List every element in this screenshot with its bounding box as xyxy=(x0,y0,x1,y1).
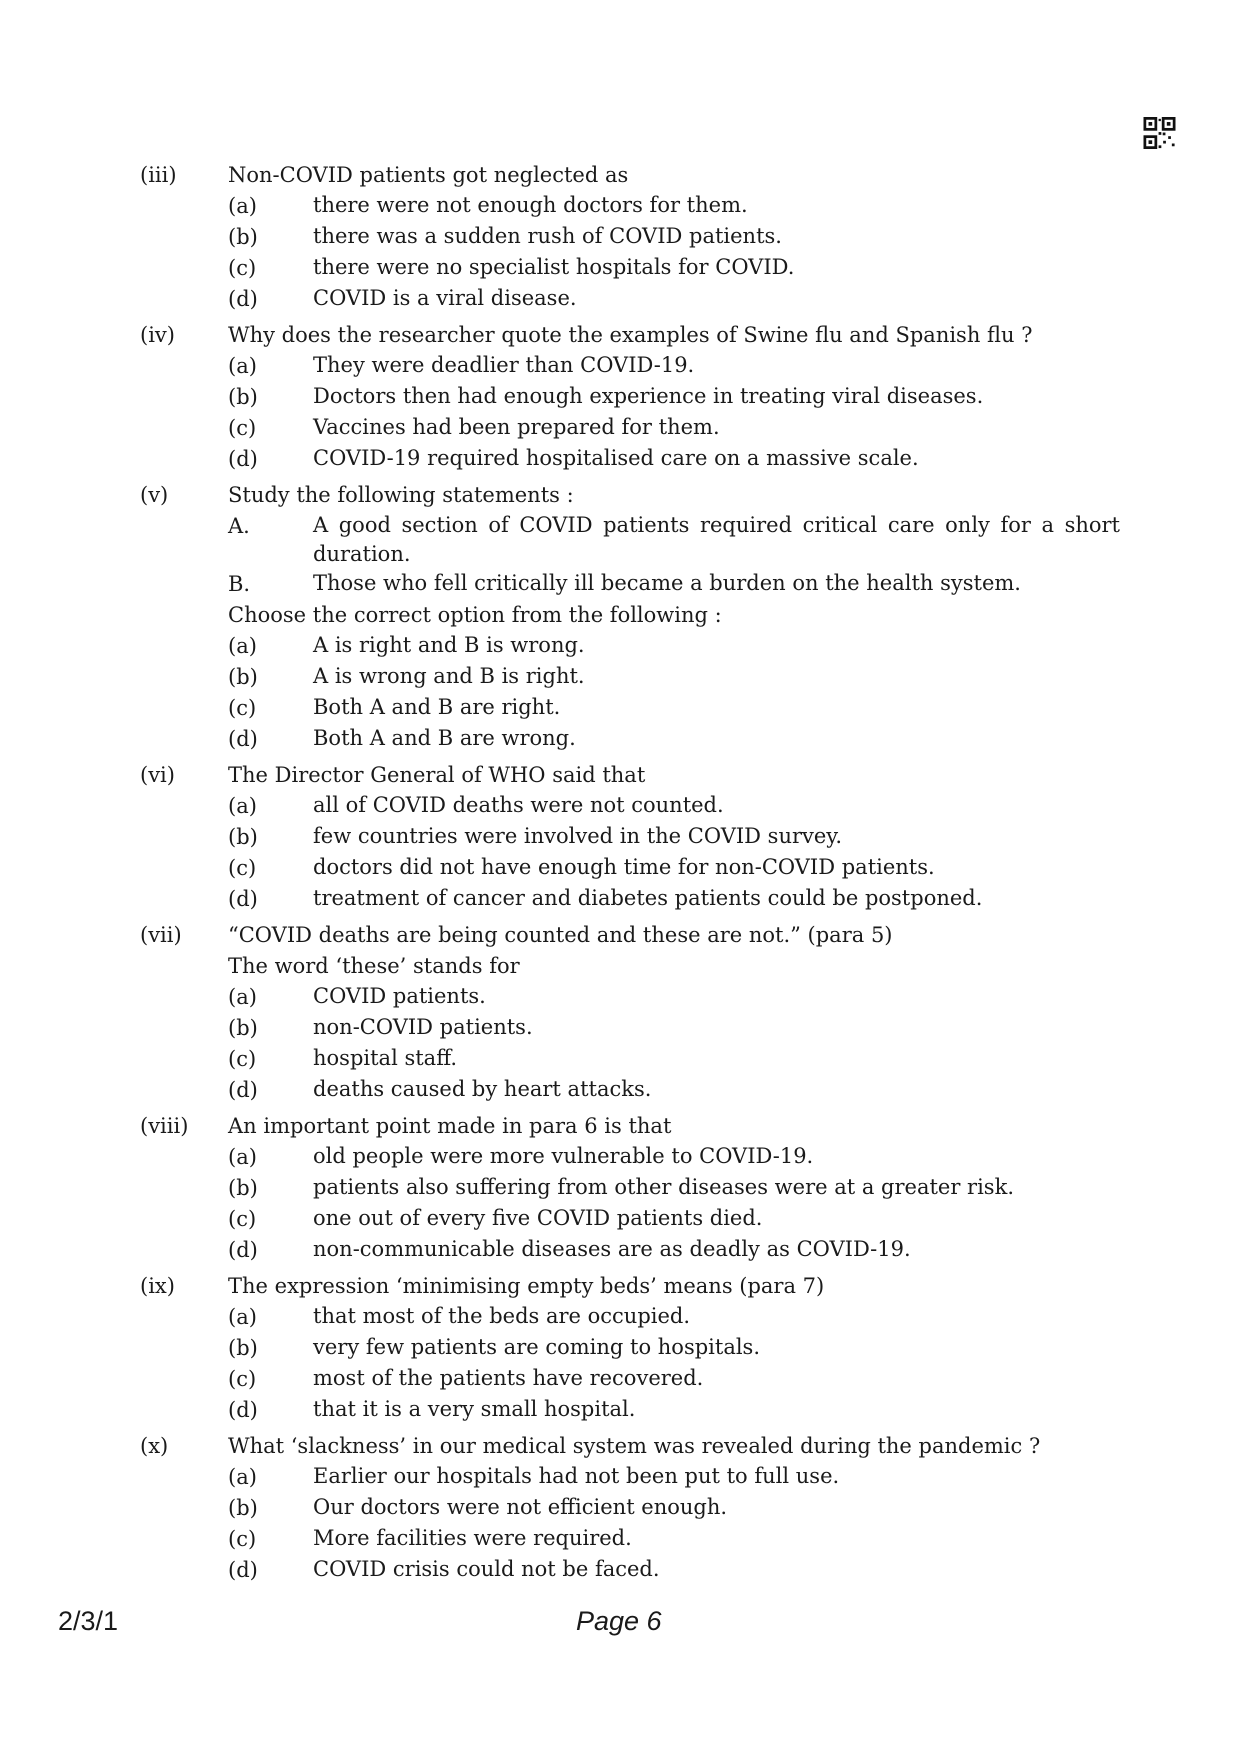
answer-option xyxy=(140,1493,1120,1524)
answer-option xyxy=(140,222,1120,253)
option-text: Vaccines had been prepared for them. xyxy=(313,415,720,439)
answer-option xyxy=(140,884,1120,915)
option-label: (b) xyxy=(228,825,258,849)
option-label: (a) xyxy=(228,194,257,218)
answer-option xyxy=(140,1555,1120,1586)
option-label: (d) xyxy=(228,1558,258,1582)
answer-option xyxy=(140,382,1120,413)
option-text: Earlier our hospitals had not been put to full use. xyxy=(313,1464,840,1488)
question-stem-line xyxy=(140,1111,1120,1142)
answer-option xyxy=(140,982,1120,1013)
answer-option xyxy=(140,822,1120,853)
question-number: (vii) xyxy=(140,923,182,947)
option-text: COVID-19 required hospitalised care on a massive scale. xyxy=(313,446,919,470)
question xyxy=(140,160,1120,315)
option-text: COVID patients. xyxy=(313,984,486,1008)
option-label: (c) xyxy=(228,256,257,280)
question-stem-line xyxy=(140,920,1120,951)
instruction-text: Choose the correct option from the following : xyxy=(228,603,722,627)
answer-option xyxy=(140,1364,1120,1395)
option-label: (b) xyxy=(228,1016,258,1040)
question-number: (ix) xyxy=(140,1274,175,1298)
answer-option xyxy=(140,1173,1120,1204)
question xyxy=(140,480,1120,755)
statement-label: A. xyxy=(228,514,250,538)
option-text: there was a sudden rush of COVID patients. xyxy=(313,224,782,248)
option-text: non-communicable diseases are as deadly as COVID-19. xyxy=(313,1237,911,1261)
question-stem-line xyxy=(140,951,1120,982)
option-label: (b) xyxy=(228,1336,258,1360)
question-stem-line xyxy=(140,760,1120,791)
option-label: (a) xyxy=(228,354,257,378)
option-text: hospital staff. xyxy=(313,1046,458,1070)
answer-option xyxy=(140,1075,1120,1106)
qr-code-icon xyxy=(1142,117,1177,149)
option-text: deaths caused by heart attacks. xyxy=(313,1077,652,1101)
question-text: What ‘slackness’ in our medical system was revealed during the pandemic ? xyxy=(228,1434,1041,1458)
answer-option xyxy=(140,853,1120,884)
question xyxy=(140,920,1120,1106)
answer-option xyxy=(140,1462,1120,1493)
option-text: very few patients are coming to hospitals. xyxy=(313,1335,761,1359)
statement xyxy=(140,569,1120,600)
option-label: (a) xyxy=(228,1465,257,1489)
option-text: doctors did not have enough time for non-COVID patients. xyxy=(313,855,935,879)
option-label: (d) xyxy=(228,287,258,311)
question-text: “COVID deaths are being counted and these are not.” (para 5) xyxy=(228,923,893,947)
answer-option xyxy=(140,253,1120,284)
answer-option xyxy=(140,1333,1120,1364)
question-stem-line xyxy=(140,160,1120,191)
option-label: (d) xyxy=(228,1238,258,1262)
answer-option xyxy=(140,1235,1120,1266)
question-number: (v) xyxy=(140,483,169,507)
option-label: (b) xyxy=(228,1496,258,1520)
statement-text: Those who fell critically ill became a burden on the health system. xyxy=(313,571,1021,595)
question-text: Study the following statements : xyxy=(228,483,574,507)
option-text: A is wrong and B is right. xyxy=(313,664,585,688)
answer-option xyxy=(140,1142,1120,1173)
answer-option xyxy=(140,351,1120,382)
question xyxy=(140,760,1120,915)
question-text: The expression ‘minimising empty beds’ means (para 7) xyxy=(228,1274,825,1298)
question-number: (iv) xyxy=(140,323,175,347)
question xyxy=(140,1271,1120,1426)
question-stem-line xyxy=(140,1271,1120,1302)
statement xyxy=(140,511,1120,569)
page-number: Page 6 xyxy=(576,1606,662,1636)
option-label: (a) xyxy=(228,1305,257,1329)
option-label: (a) xyxy=(228,634,257,658)
answer-option xyxy=(140,1524,1120,1555)
option-text: few countries were involved in the COVID survey. xyxy=(313,824,843,848)
question-number: (viii) xyxy=(140,1114,189,1138)
question-text: The Director General of WHO said that xyxy=(228,763,646,787)
option-text: Both A and B are right. xyxy=(313,695,561,719)
question-stem-line xyxy=(140,1431,1120,1462)
option-label: (b) xyxy=(228,225,258,249)
option-text: one out of every five COVID patients died. xyxy=(313,1206,763,1230)
option-label: (d) xyxy=(228,1078,258,1102)
option-label: (a) xyxy=(228,1145,257,1169)
option-text: all of COVID deaths were not counted. xyxy=(313,793,724,817)
option-text: Our doctors were not efficient enough. xyxy=(313,1495,728,1519)
question-number: (iii) xyxy=(140,163,177,187)
option-text: COVID is a viral disease. xyxy=(313,286,577,310)
answer-option xyxy=(140,284,1120,315)
question-number: (x) xyxy=(140,1434,169,1458)
option-text: They were deadlier than COVID-19. xyxy=(313,353,695,377)
option-label: (c) xyxy=(228,696,257,720)
paper-code: 2/3/1 xyxy=(58,1606,119,1636)
option-text: old people were more vulnerable to COVID-19. xyxy=(313,1144,814,1168)
option-label: (b) xyxy=(228,1176,258,1200)
answer-option xyxy=(140,191,1120,222)
question-number: (vi) xyxy=(140,763,175,787)
option-label: (d) xyxy=(228,727,258,751)
option-label: (c) xyxy=(228,1367,257,1391)
answer-option xyxy=(140,631,1120,662)
answer-option xyxy=(140,791,1120,822)
option-text: most of the patients have recovered. xyxy=(313,1366,704,1390)
answer-option xyxy=(140,693,1120,724)
answer-option xyxy=(140,724,1120,755)
option-text: that it is a very small hospital. xyxy=(313,1397,636,1421)
option-text: COVID crisis could not be faced. xyxy=(313,1557,660,1581)
option-text: treatment of cancer and diabetes patients could be postponed. xyxy=(313,886,983,910)
answer-option xyxy=(140,662,1120,693)
question-text: The word ‘these’ stands for xyxy=(228,954,520,978)
statement-label: B. xyxy=(228,572,251,596)
option-text: there were no specialist hospitals for COVID. xyxy=(313,255,795,279)
option-label: (b) xyxy=(228,665,258,689)
option-label: (b) xyxy=(228,385,258,409)
option-text: non-COVID patients. xyxy=(313,1015,533,1039)
question xyxy=(140,1111,1120,1266)
question-text: An important point made in para 6 is that xyxy=(228,1114,672,1138)
answer-option xyxy=(140,1204,1120,1235)
question-list xyxy=(140,160,1120,1591)
statement-text: A good section of COVID patients required critical care only for a short duration. xyxy=(313,513,1120,566)
option-label: (d) xyxy=(228,1398,258,1422)
option-label: (c) xyxy=(228,1527,257,1551)
option-label: (c) xyxy=(228,1207,257,1231)
option-text: Doctors then had enough experience in treating viral diseases. xyxy=(313,384,984,408)
option-text: More facilities were required. xyxy=(313,1526,632,1550)
option-label: (c) xyxy=(228,1047,257,1071)
answer-option xyxy=(140,1013,1120,1044)
option-label: (c) xyxy=(228,416,257,440)
question-text: Why does the researcher quote the examples of Swine flu and Spanish flu ? xyxy=(228,323,1033,347)
question xyxy=(140,320,1120,475)
question-stem-line xyxy=(140,320,1120,351)
option-label: (a) xyxy=(228,794,257,818)
option-text: there were not enough doctors for them. xyxy=(313,193,748,217)
option-label: (d) xyxy=(228,447,258,471)
answer-option xyxy=(140,413,1120,444)
answer-option xyxy=(140,1044,1120,1075)
answer-option xyxy=(140,444,1120,475)
option-text: Both A and B are wrong. xyxy=(313,726,576,750)
option-text: that most of the beds are occupied. xyxy=(313,1304,691,1328)
option-label: (d) xyxy=(228,887,258,911)
question xyxy=(140,1431,1120,1586)
question-stem-line xyxy=(140,480,1120,511)
option-label: (a) xyxy=(228,985,257,1009)
option-text: A is right and B is wrong. xyxy=(313,633,585,657)
option-text: patients also suffering from other diseases were at a greater risk. xyxy=(313,1175,1014,1199)
question-text: Non-COVID patients got neglected as xyxy=(228,163,629,187)
question-instruction xyxy=(140,600,1120,631)
answer-option xyxy=(140,1302,1120,1333)
option-label: (c) xyxy=(228,856,257,880)
answer-option xyxy=(140,1395,1120,1426)
